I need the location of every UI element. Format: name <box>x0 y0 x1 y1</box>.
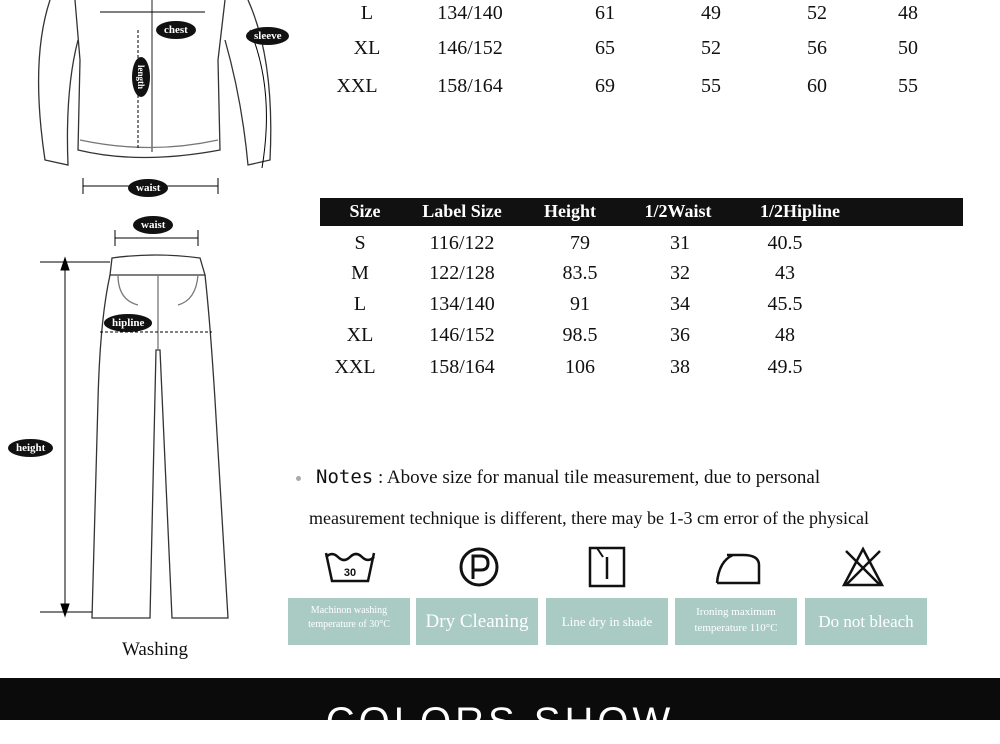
height-label: height <box>8 439 53 457</box>
care-text: temperature of 30°C <box>308 619 390 630</box>
care-box-line-dry <box>546 598 668 645</box>
table-cell: 34 <box>670 293 690 315</box>
table-cell: 43 <box>775 262 795 284</box>
table-cell: 158/164 <box>437 75 503 97</box>
notes-label: Notes <box>316 466 374 488</box>
jacket-waist-label: waist <box>128 179 168 197</box>
table-cell: 40.5 <box>767 232 803 254</box>
table-cell: 48 <box>898 2 918 24</box>
notes-line1 <box>316 466 820 489</box>
table-cell: 52 <box>701 37 721 59</box>
notes-line2: measurement technique is different, there may be 1-3 cm error of the physical <box>309 508 869 528</box>
table-cell: 49.5 <box>767 356 803 378</box>
table-cell: 122/128 <box>429 262 495 284</box>
hipline-label: hipline <box>104 314 152 332</box>
dry-clean-p-icon <box>457 545 501 589</box>
table-cell: 50 <box>898 37 918 59</box>
header-label-size: Label Size <box>422 201 502 221</box>
care-text: Dry Cleaning <box>425 611 529 632</box>
table-cell: XL <box>346 324 374 346</box>
header-size: Size <box>349 201 381 221</box>
table-cell: 55 <box>898 75 918 97</box>
table-cell: 49 <box>701 2 721 24</box>
table-cell: 91 <box>570 293 590 315</box>
table-cell: XL <box>353 37 381 59</box>
care-box-washing <box>288 598 410 645</box>
care-text: Ironing maximum <box>696 606 776 618</box>
line-dry-icon <box>587 545 627 589</box>
pants-waist-label: waist <box>133 216 173 234</box>
pants-illustration <box>0 200 260 630</box>
table-cell: XXL <box>336 75 378 97</box>
care-text: temperature 110°C <box>694 622 778 634</box>
no-bleach-icon <box>840 545 886 589</box>
table-cell: 158/164 <box>429 356 495 378</box>
table-cell: 56 <box>807 37 827 59</box>
table-cell: 65 <box>595 37 615 59</box>
table-cell: S <box>354 232 366 254</box>
table-cell: 134/140 <box>429 293 495 315</box>
care-text: Machinon washing <box>310 605 388 616</box>
table-cell: 146/152 <box>437 37 503 59</box>
length-label: length <box>132 57 150 97</box>
table-cell: 55 <box>701 75 721 97</box>
table-cell: 48 <box>775 324 795 346</box>
table-cell: 79 <box>570 232 590 254</box>
table-cell: 52 <box>807 2 827 24</box>
header-height: Height <box>544 201 596 221</box>
table-cell: L <box>353 293 367 315</box>
table-cell: 61 <box>595 2 615 24</box>
colors-show-title: COLORS SHOW <box>325 700 675 744</box>
chest-label: chest <box>156 21 196 39</box>
wash-30-icon <box>322 545 378 585</box>
table-cell: 60 <box>807 75 827 97</box>
table-cell: 31 <box>670 232 690 254</box>
care-text: Do not bleach <box>818 612 914 631</box>
table-cell: L <box>360 2 374 24</box>
notes-text-1: : Above size for manual tile measurement, due to personal <box>377 467 821 488</box>
iron-icon <box>713 545 763 589</box>
table-cell: 134/140 <box>437 2 503 24</box>
care-box-ironing <box>675 598 797 645</box>
table-cell: 98.5 <box>562 324 598 346</box>
colors-show-banner <box>0 678 1000 744</box>
table-cell: 106 <box>565 356 595 378</box>
care-box-no-bleach <box>805 598 927 645</box>
care-text: Line dry in shade <box>561 614 653 629</box>
table-cell: 146/152 <box>429 324 495 346</box>
table-cell: 83.5 <box>562 262 598 284</box>
washing-label: Washing <box>122 639 189 660</box>
table-cell: 45.5 <box>767 293 803 315</box>
notes-bullet <box>296 476 301 481</box>
table-cell: M <box>351 262 369 284</box>
header-half-waist: 1/2Waist <box>644 201 712 221</box>
table-cell: 38 <box>670 356 690 378</box>
table-cell: 32 <box>670 262 690 284</box>
table-cell: 36 <box>670 324 690 346</box>
table-cell: 69 <box>595 75 615 97</box>
pants-table-header <box>320 198 963 226</box>
care-box-dry-cleaning <box>416 598 538 645</box>
header-half-hipline: 1/2Hipline <box>759 201 840 221</box>
sleeve-label: sleeve <box>246 27 289 45</box>
table-cell: XXL <box>334 356 376 378</box>
table-cell: 116/122 <box>429 232 495 254</box>
wash-temp-text: 30 <box>343 567 357 579</box>
